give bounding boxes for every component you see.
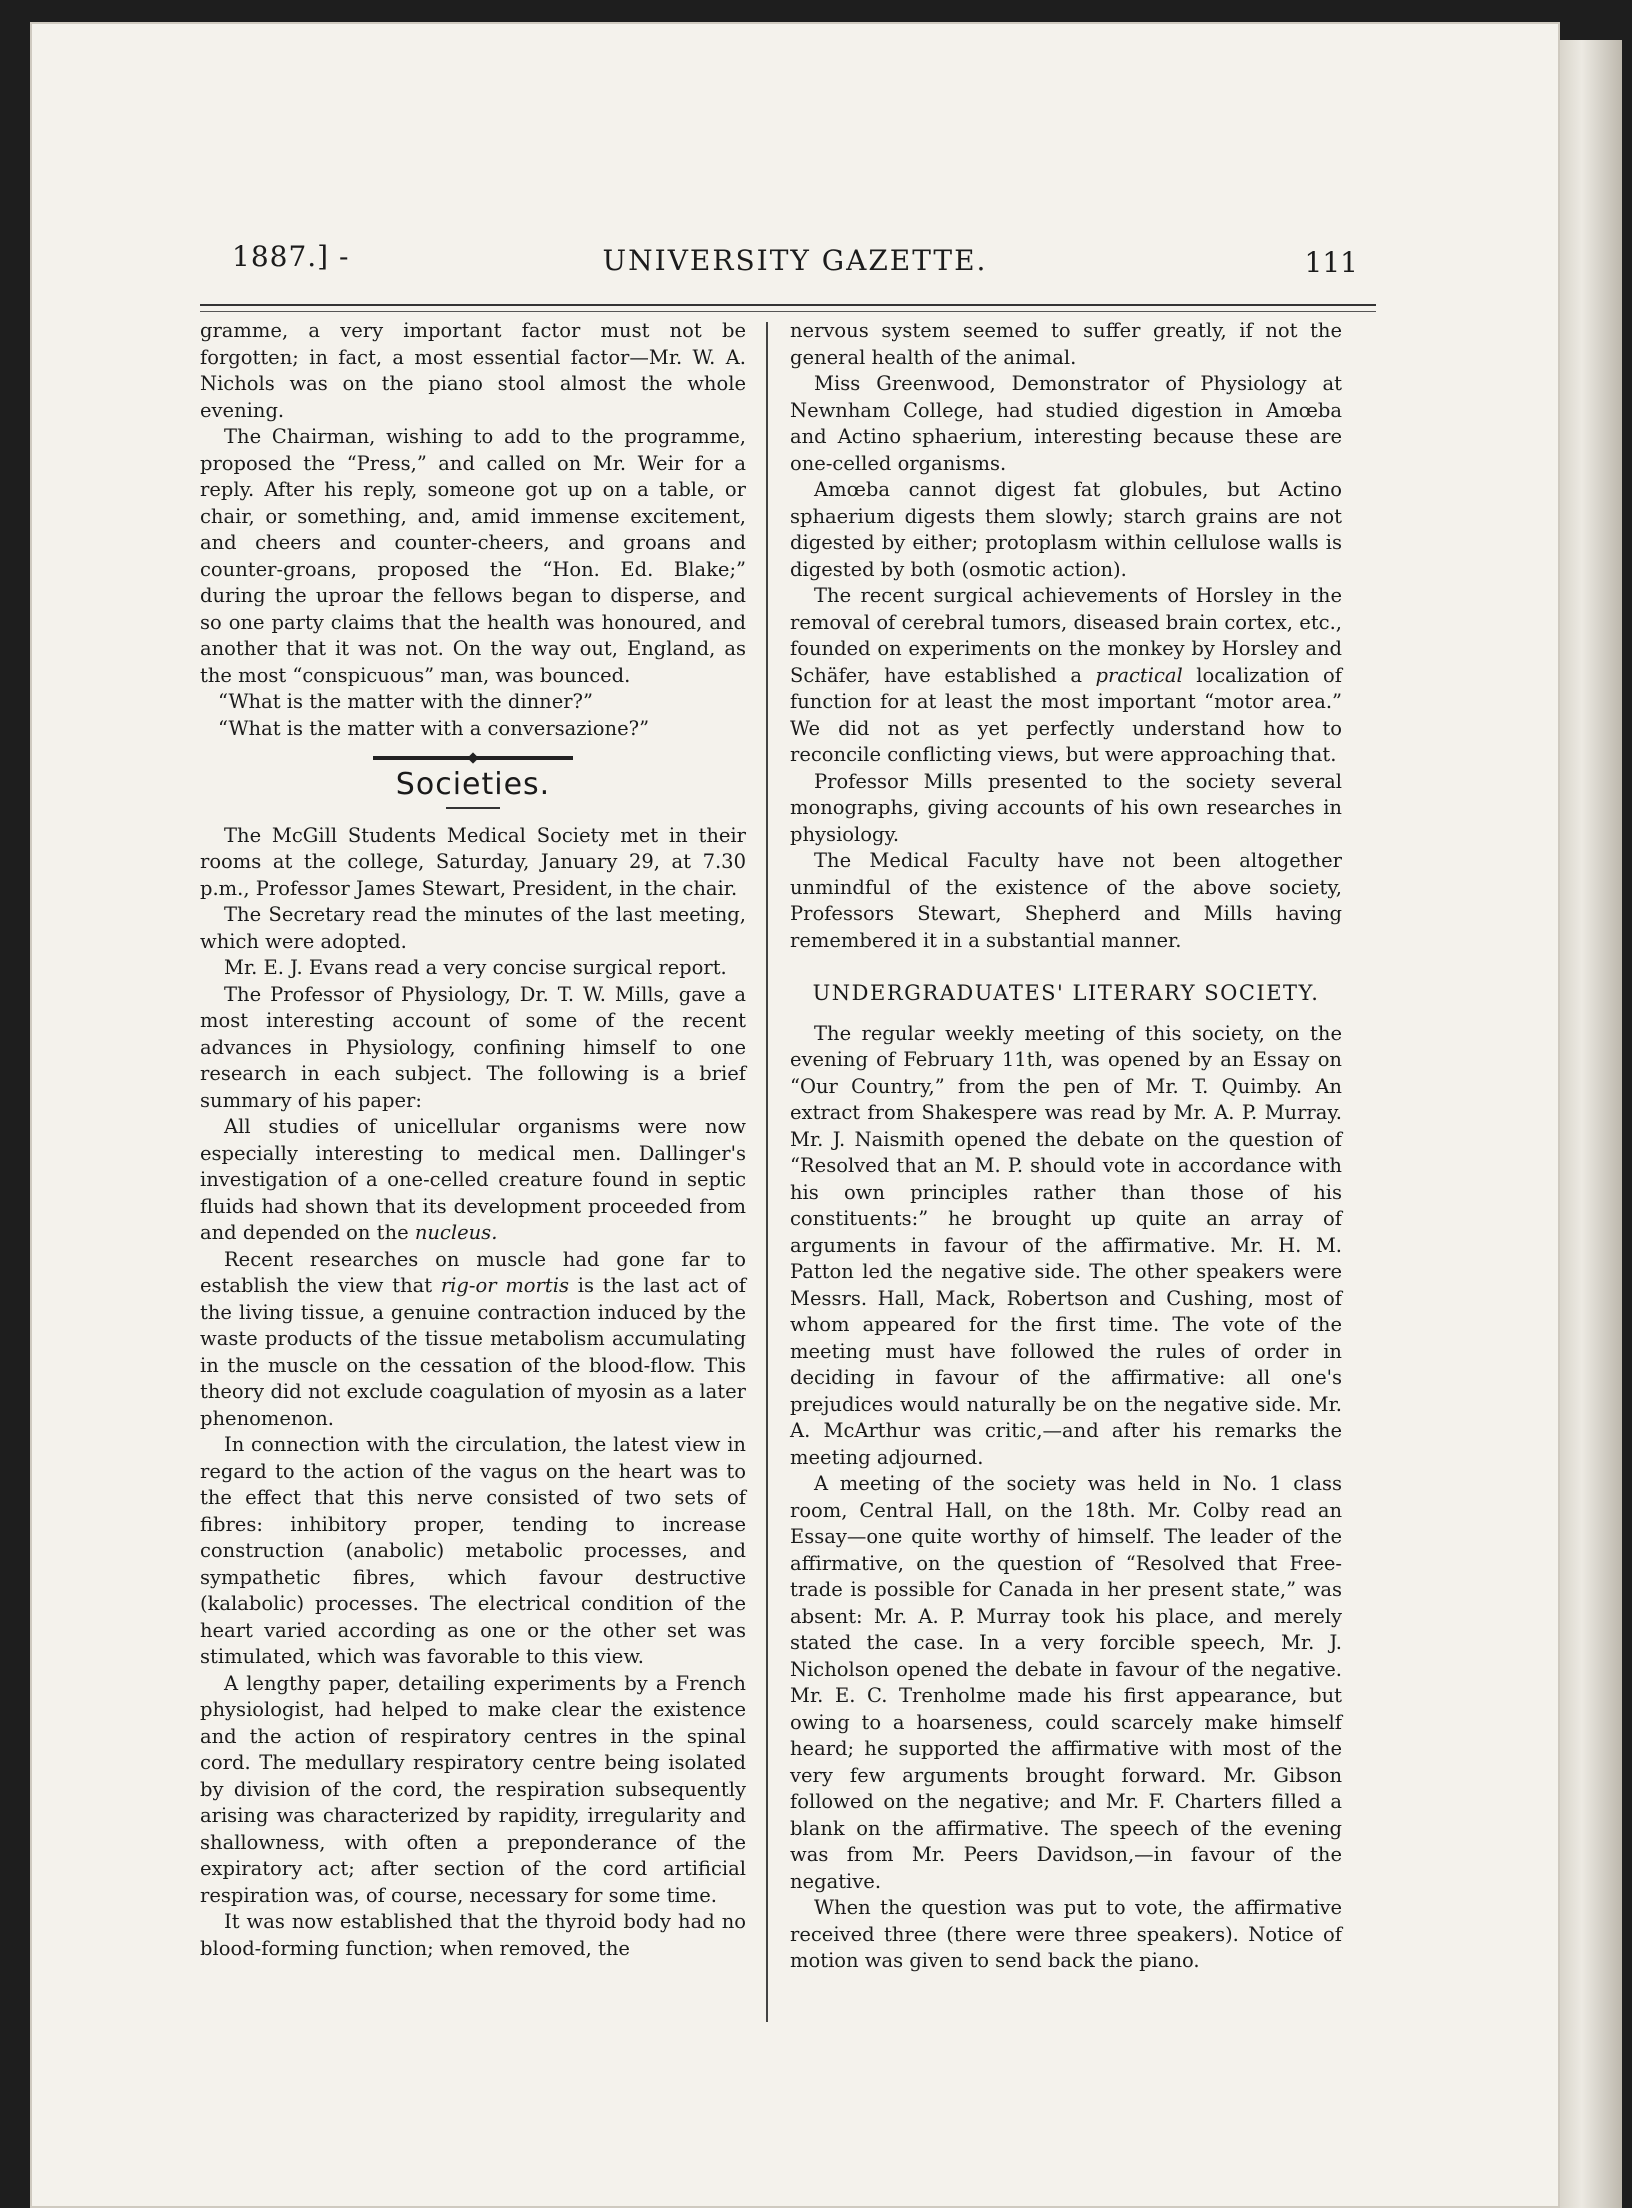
header-rule	[200, 304, 1376, 306]
paragraph: A lengthy paper, detailing experiments by a French physiologist, had helped to make clear the existence and the action of respiratory centres in the spinal cord. The medullary respiratory centre being isolated by division of the cord, the respiration subsequently arising was characterized by rapidity, irregularity and shallowness, with often a preponderance of the expiratory act; after section of the cord artificial respiration was, of course, necessary for some time.	[200, 1671, 746, 1907]
paragraph	[200, 1114, 746, 1247]
paragraph-text: Recent researches on muscle had gone far to establish the view that	[200, 1247, 746, 1297]
paragraph	[790, 583, 1342, 769]
paragraph: When the question was put to vote, the affirmative received three (there were three speakers). Notice of motion was given to send back the piano.	[790, 1896, 1342, 1972]
paragraph: The Professor of Physiology, Dr. T. W. Mills, gave a most interesting account of some of the recent advances in Physiology, confining himself to one research in each subject. The following is a brief summary of his paper:	[200, 982, 746, 1112]
header-title: UNIVERSITY GAZETTE.	[602, 244, 988, 277]
paragraph	[200, 1247, 746, 1433]
left-column	[200, 318, 746, 1962]
paragraph: A meeting of the society was held in No. 1 class room, Central Hall, on the 18th. Mr. Colby read an Essay—one quite worthy of himself. The leader of the affirmative, on the question of “Resolved that Free-trade is possible for Canada in her present state,” was absent: Mr. A. P. Murray took his place, and merely stated the case. In a very forcible speech, Mr. J. Nicholson opened the debate in favour of the negative. Mr. E. C. Trenholme made his first appearance, but owing to a hoarseness, could scarcely make himself heard; he supported the affirmative with most of the very few arguments brought forward. Mr. Gibson followed on the negative; and Mr. F. Charters filled a blank on the affirmative. The speech of the evening was from Mr. Peers Davidson,—in favour of the negative.	[790, 1472, 1342, 1893]
italic-term: practical	[1095, 663, 1183, 687]
running-header	[232, 240, 1358, 296]
paragraph: The McGill Students Medical Society met in their rooms at the college, Saturday, January 29, at 7.30 p.m., Professor James Stewart, President, in the chair.	[200, 823, 746, 900]
right-column	[790, 318, 1342, 1975]
paragraph: It was now established that the thyroid body had no blood-forming function; when removed, the	[200, 1910, 746, 1960]
paragraph: gramme, a very important factor must not be forgotten; in fact, a most essential factor—Mr. W. A. Nichols was on the piano stool almost the whole evening.	[200, 319, 746, 422]
paragraph-text: The recent surgical achievements of Horsley in the removal of cerebral tumors, diseased brain cortex, etc., founded on experiments on the monkey by Horsley and Schäfer, have established a	[790, 584, 1342, 687]
paragraph: In connection with the circulation, the latest view in regard to the action of the vagus on the heart was to the effect that this nerve consisted of two sets of fibres: inhibitory proper, tending to increase construction (anabolic) metabolic processes, and sympathetic fibres, which favour destructive (kalabolic) processes. The electrical condition of the heart varied according as one or the other set was stimulated, which was favorable to this view.	[200, 1433, 746, 1668]
paragraph: nervous system seemed to suffer greatly, if not the general health of the animal.	[790, 319, 1342, 369]
quote-line: “What is the matter with the dinner?”	[218, 690, 593, 713]
header-rule-thin	[200, 311, 1376, 312]
column-divider	[766, 322, 768, 2022]
page-number: 111	[1304, 246, 1358, 279]
section-title: Societies.	[395, 767, 551, 802]
quote-line: “What is the matter with a conversazione?”	[218, 716, 650, 740]
paragraph: The Secretary read the minutes of the last meeting, which were adopted.	[200, 903, 746, 953]
ornament-diamond	[467, 752, 478, 763]
paragraph: Amœba cannot digest fat globules, but Actino sphaerium digests them slowly; starch grains are not digested by either; protoplasm within cellulose walls is digested by both (osmotic action).	[790, 478, 1342, 581]
paragraph: Professor Mills presented to the society several monographs, giving accounts of his own researches in physiology.	[790, 769, 1342, 846]
section-ornament	[373, 754, 573, 762]
paragraph: Miss Greenwood, Demonstrator of Physiology at Newnham College, had studied digestion in Amœba and Actino sphaerium, interesting because these are one-celled organisms.	[790, 372, 1342, 475]
italic-term: rig-or mortis	[440, 1274, 569, 1297]
paragraph-text: localization of function for at least the most important “motor area.” We did not as yet perfectly understand how to reconcile conflicting views, but were approaching that.	[790, 663, 1342, 766]
italic-term: nucleus.	[414, 1221, 498, 1244]
header-year: 1887.] -	[232, 240, 350, 273]
paragraph-text: is the last act of the living tissue, a genuine contraction induced by the waste products of the tissue metabolism accumulating in the muscle on the cessation of the blood-flow. This theory did not exclude coagulation of myosin as a later phenomenon.	[200, 1274, 746, 1430]
page-edge	[1560, 40, 1622, 2208]
short-rule	[446, 807, 500, 809]
paragraph: The Medical Faculty have not been altogether unmindful of the existence of the above society, Professors Stewart, Shepherd and Mills having remembered it in a substantial manner.	[790, 849, 1342, 952]
paragraph: Mr. E. J. Evans read a very concise surgical report.	[224, 956, 727, 979]
paragraph: The Chairman, wishing to add to the programme, proposed the “Press,” and called on Mr. Weir for a reply. After his reply, someone got up on a table, or chair, or something, and, amid immense excitement, and cheers and counter-cheers, and groans and counter-groans, proposed the “Hon. Ed. Blake;” during the uproar the fellows began to disperse, and so one party claims that the health was honoured, and another that it was not. On the way out, England, as the most “conspicuous” man, was bounced.	[200, 425, 746, 687]
paragraph-text: All studies of unicellular organisms were now especially interesting to medical men. Dallinger's investigation of a one-celled creature found in septic fluids had shown that its development proceeded from and depended on the	[200, 1115, 746, 1244]
paragraph: The regular weekly meeting of this society, on the evening of February 11th, was opened by an Essay on “Our Country,” from the pen of Mr. T. Quimby. An extract from Shakespere was read by Mr. A. P. Murray. Mr. J. Naismith opened the debate on the question of “Resolved that an M. P. should vote in accordance with his own principles rather than those of his constituents:” he brought up quite an array of arguments in favour of the affirmative. Mr. H. M. Patton led the negative side. The other speakers were Messrs. Hall, Mack, Robertson and Cushing, most of whom appeared for the first time. The vote of the meeting must have followed the rules of order in deciding in favour of the affirmative: all one's prejudices would naturally be on the negative side. Mr. A. McArthur was critic,—and after his remarks the meeting adjourned.	[790, 1021, 1342, 1469]
subsection-title: UNDERGRADUATES' LITERARY SOCIETY.	[812, 981, 1320, 1005]
